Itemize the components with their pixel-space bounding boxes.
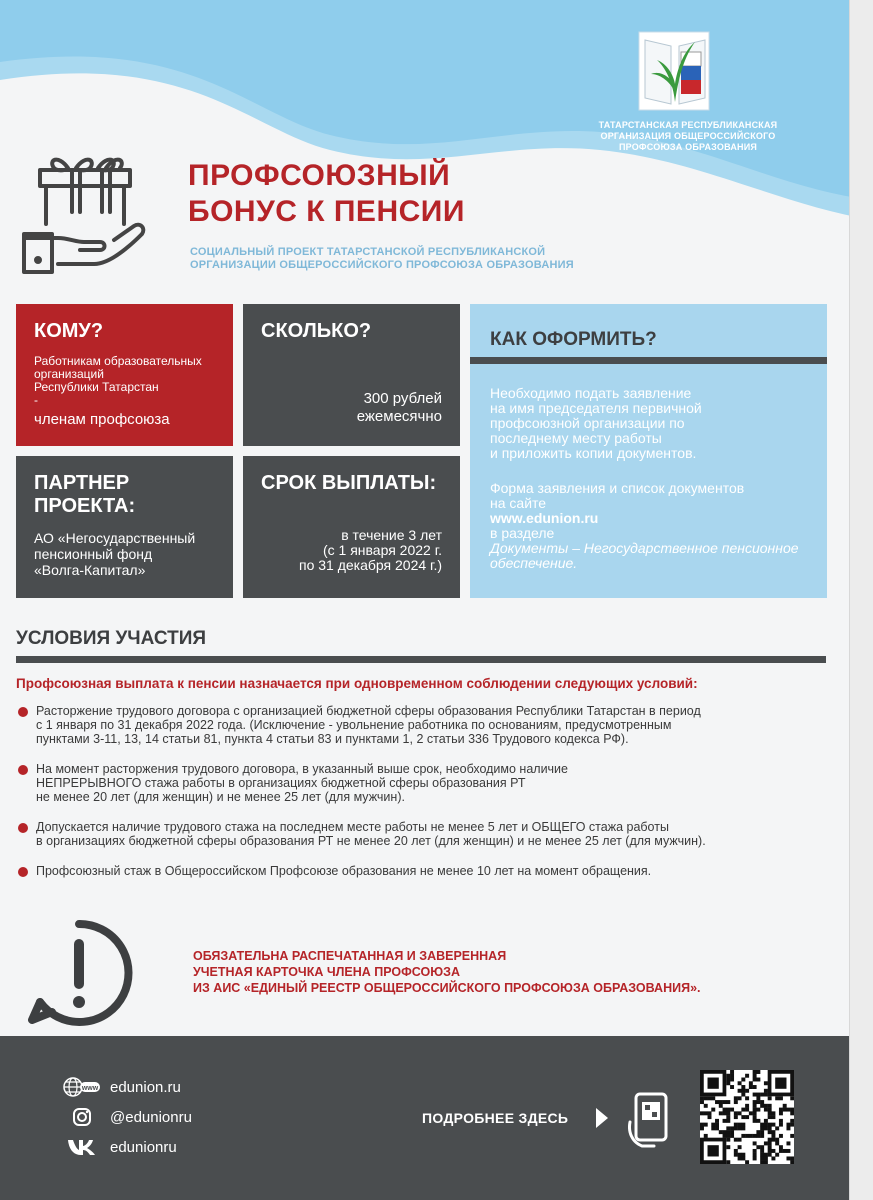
union-logo xyxy=(635,22,715,112)
gift-in-hand-icon xyxy=(18,146,148,276)
list-item: Профсоюзный стаж в Общероссийском Профсоюзе образования не менее 10 лет на момент обращения. xyxy=(18,864,833,878)
footer-website[interactable] xyxy=(62,1076,181,1098)
amount-value: 300 рублей ежемесячно xyxy=(356,390,442,425)
whom-title: КОМУ? xyxy=(34,320,104,342)
whom-box xyxy=(16,304,233,446)
how-to-apply-title: КАК ОФОРМИТЬ? xyxy=(490,329,657,350)
list-item: Допускается наличие трудового стажа на последнем месте работы не менее 5 лет и ОБЩЕГО стажа работы в организациях бюджетной сферы образования РТ не менее 20 лет (для женщин) и не менее 25 лет (для мужчин). xyxy=(18,820,833,848)
page-title: ПРОФСОЮЗНЫЙ БОНУС К ПЕНСИИ xyxy=(188,159,465,228)
qr-code[interactable] xyxy=(700,1070,794,1164)
bullet-icon xyxy=(18,765,28,775)
instagram-text[interactable]: @edunionru xyxy=(110,1108,192,1126)
bullet-icon xyxy=(18,867,28,877)
partner-name: АО «Негосударственный пенсионный фонд «Волга-Капитал» xyxy=(34,530,196,578)
instagram-icon xyxy=(62,1106,102,1128)
divider xyxy=(16,656,826,663)
footer-vk[interactable] xyxy=(62,1136,177,1158)
vk-text[interactable]: edunionru xyxy=(110,1138,177,1156)
more-info-label[interactable]: ПОДРОБНЕЕ ЗДЕСЬ xyxy=(422,1110,569,1126)
website-link[interactable]: www.edunion.ru xyxy=(490,510,599,526)
website-text[interactable]: edunion.ru xyxy=(110,1078,181,1096)
globe-icon xyxy=(62,1076,102,1098)
notice-text: ОБЯЗАТЕЛЬНА РАСПЕЧАТАННАЯ И ЗАВЕРЕННАЯ УЧЕТНАЯ КАРТОЧКА ЧЛЕНА ПРОФСОЮЗА ИЗ АИС «ЕДИНЫЙ РЕЕСТР ОБЩЕРОССИЙСКОГО ПРОФСОЮЗА ОБРАЗОВАНИЯ». xyxy=(193,949,701,995)
conditions-title: УСЛОВИЯ УЧАСТИЯ xyxy=(16,628,207,649)
documents-text: Форма заявления и список документов на сайте www.edunion.ru в разделе Документы – Негосударственное пенсионное обеспечение. xyxy=(490,480,799,571)
period-title: СРОК ВЫПЛАТЫ: xyxy=(261,472,437,494)
amount-title: СКОЛЬКО? xyxy=(261,320,372,342)
page-edge xyxy=(849,0,873,1200)
period-box xyxy=(243,456,460,598)
whom-members: членам профсоюза xyxy=(34,411,170,428)
phone-qr-icon xyxy=(628,1092,672,1148)
arrow-right-icon xyxy=(594,1106,610,1130)
list-item: На момент расторжения трудового договора, в указанный выше срок, необходимо наличие НЕПРЕРЫВНОГО стажа работы в организациях бюджетной сферы образования РТ не менее 20 лет (для женщин) и не менее 25 лет (для мужчин). xyxy=(18,762,833,804)
amount-box xyxy=(243,304,460,446)
footer-instagram[interactable] xyxy=(62,1106,192,1128)
period-value: в течение 3 лет (с 1 января 2022 г. по 31 декабря 2024 г.) xyxy=(299,527,442,573)
partner-box xyxy=(16,456,233,598)
bullet-icon xyxy=(18,707,28,717)
org-name: ТАТАРСТАНСКАЯ РЕСПУБЛИКАНСКАЯ ОРГАНИЗАЦИЯ ОБЩЕРОССИЙСКОГО ПРОФСОЮЗА ОБРАЗОВАНИЯ xyxy=(598,120,778,152)
conditions-list xyxy=(18,704,833,878)
svg-text:www: www xyxy=(81,1085,99,1092)
whom-description: Работникам образовательных организаций Республики Татарстан - xyxy=(34,354,202,407)
vk-icon xyxy=(62,1136,102,1158)
exclamation-circle-icon xyxy=(22,916,137,1031)
conditions-lead: Профсоюзная выплата к пенсии назначается при одновременном соблюдении следующих условий: xyxy=(16,676,698,691)
how-to-apply-text: Необходимо подать заявление на имя председателя первичной профсоюзной организации по последнему месту работы и приложить копии документов. xyxy=(490,385,702,461)
bullet-icon xyxy=(18,823,28,833)
list-item: Расторжение трудового договора с организацией бюджетной сферы образования Республики Татарстан в период с 1 января по 31 декабря 2022 года. (Исключение - увольнение работника по основаниям, предусмотренным пунктами 3-11, 13, 14 статьи 81, пункта 4 статьи 83 и пунктами 1, 2 статьи 336 Трудового кодекса РФ). xyxy=(18,704,833,746)
page-subtitle: СОЦИАЛЬНЫЙ ПРОЕКТ ТАТАРСТАНСКОЙ РЕСПУБЛИКАНСКОЙ ОРГАНИЗАЦИИ ОБЩЕРОССИЙСКОГО ПРОФСОЮЗА ОБРАЗОВАНИЯ xyxy=(190,246,574,271)
how-to-apply-box xyxy=(470,304,827,598)
partner-title: ПАРТНЕР ПРОЕКТА: xyxy=(34,472,136,517)
divider xyxy=(470,357,827,364)
